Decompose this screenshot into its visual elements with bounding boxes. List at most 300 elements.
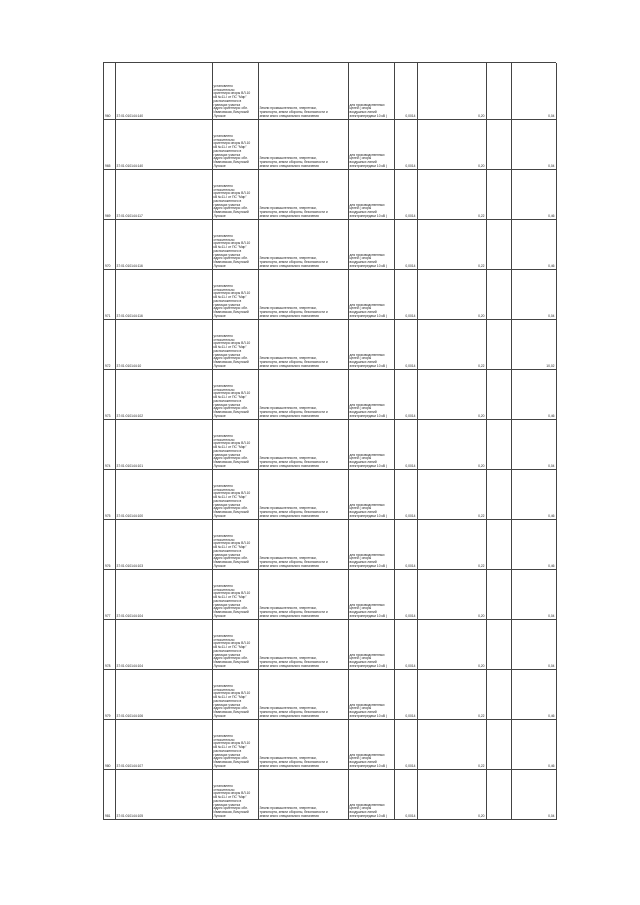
location-cell-line: расположенного в: [213, 698, 242, 703]
location-cell-line: кВ №11-I от ПС "Мир": [213, 145, 247, 149]
total-cell: 0,46: [511, 719, 556, 769]
row-number-cell: 974: [104, 419, 115, 469]
area-cell: 0,0014: [394, 419, 417, 469]
land-category-cell-line: Земли промышленности, энергетики,: [259, 656, 317, 661]
permitted-use-cell-line: для производственных: [349, 102, 385, 107]
total-cell: 0,04: [511, 119, 556, 169]
location-cell-line: расположенного в: [213, 248, 242, 253]
permitted-use-cell-line: для производственных: [349, 202, 385, 207]
area-cell: 0,0014: [394, 619, 417, 669]
permitted-use-cell-line: электропередачи 10 кВ ): [349, 613, 388, 618]
value-cell: 0,20: [417, 569, 486, 619]
permitted-use-cell-line: целей ( опоры: [349, 556, 372, 561]
total-cell: 0,46: [511, 169, 556, 219]
permitted-use-cell-line: электропередачи 10 кВ ): [349, 313, 388, 318]
table-row: [104, 219, 556, 269]
land-category-cell-line: транспорта, земли обороны, безопасности и: [259, 410, 328, 414]
location-cell-line: Лухское: [213, 463, 226, 468]
row-number-cell: 970: [104, 219, 115, 269]
area-cell: 0,0014: [394, 519, 417, 569]
location-cell-line: установлено: [213, 683, 233, 688]
location-cell-line: расположенного в: [213, 98, 242, 103]
location-cell: [212, 219, 258, 269]
permitted-use-cell-line: электропередачи 10 кВ ): [349, 413, 388, 418]
permitted-use-cell-line: электропередачи 10 кВ ): [349, 213, 388, 218]
location-cell-line: расположенного в: [213, 448, 242, 453]
cadastral-number-cell: 37:01:010144:100: [115, 469, 212, 519]
location-cell-line: границах участка: [213, 752, 241, 757]
location-cell-line: Ивановская, Вичугский: [213, 510, 249, 514]
location-cell-line: ориентира опоры ВЛ-10: [213, 191, 251, 196]
permitted-use-cell-line: для производственных: [349, 602, 385, 607]
location-cell-line: Лухское: [213, 213, 226, 218]
permitted-use-cell-line: воздушных линий: [349, 410, 377, 414]
land-category-cell-line: Земли промышленности, энергетики,: [259, 606, 317, 611]
table-row: [104, 369, 556, 419]
location-cell-line: кВ №11-I от ПС "Мир": [213, 345, 247, 349]
permitted-use-cell-line: воздушных линий: [349, 710, 377, 714]
location-cell-line: Ивановская, Вичугский: [213, 710, 249, 714]
permitted-use-cell-line: электропередачи 10 кВ ): [349, 363, 388, 368]
location-cell-line: Ивановская, Вичугский: [213, 310, 249, 314]
location-cell-line: границах участка: [213, 452, 241, 457]
land-category-cell: [258, 569, 348, 619]
table-row: [104, 119, 556, 169]
location-cell-line: Лухское: [213, 163, 226, 168]
cadastral-number-cell: 37:01:010144:107: [115, 719, 212, 769]
land-category-cell: [258, 319, 348, 369]
land-plots-table: [104, 63, 557, 820]
location-cell-line: Лухское: [213, 313, 226, 318]
row-number-cell: 976: [104, 519, 115, 569]
empty-cell: [486, 319, 511, 369]
location-cell-line: установлено: [213, 783, 233, 788]
location-cell-line: границах участка: [213, 252, 241, 257]
permitted-use-cell: [348, 269, 394, 319]
location-cell-line: расположенного в: [213, 748, 242, 753]
land-category-cell: [258, 619, 348, 669]
location-cell-line: установлено: [213, 333, 233, 338]
location-cell-line: Лухское: [213, 613, 226, 618]
land-category-cell-line: транспорта, земли обороны, безопасности и: [259, 360, 328, 364]
location-cell-line: Лухское: [213, 813, 226, 818]
location-cell-line: Лухское: [213, 513, 226, 518]
total-cell: 10,02: [511, 319, 556, 369]
permitted-use-cell: [348, 519, 394, 569]
empty-cell: [486, 769, 511, 819]
permitted-use-cell-line: воздушных линий: [349, 760, 377, 764]
location-cell-line: Лухское: [213, 263, 226, 268]
area-cell: 0,0014: [394, 269, 417, 319]
area-cell: 0,0014: [394, 63, 417, 119]
permitted-use-cell: [348, 669, 394, 719]
value-cell: 0,20: [417, 63, 486, 119]
permitted-use-cell-line: целей ( опоры: [349, 106, 372, 111]
permitted-use-cell-line: воздушных линий: [349, 260, 377, 264]
permitted-use-cell-line: целей ( опоры: [349, 756, 372, 761]
area-cell: 0,0014: [394, 369, 417, 419]
total-cell: 0,46: [511, 369, 556, 419]
location-cell-line: ориентира опоры ВЛ-10: [213, 641, 251, 646]
value-cell: 0,22: [417, 219, 486, 269]
location-cell-line: ориентира опоры ВЛ-10: [213, 91, 251, 96]
location-cell-line: ориентира опоры ВЛ-10: [213, 741, 251, 746]
value-cell: 0,20: [417, 369, 486, 419]
location-cell-line: границах участка: [213, 652, 241, 657]
location-cell-line: Лухское: [213, 563, 226, 568]
location-cell-line: относительно: [213, 537, 235, 542]
location-cell-line: расположенного в: [213, 548, 242, 553]
land-category-cell-line: земли иного специального назначения: [259, 513, 319, 518]
location-cell-line: границах участка: [213, 552, 241, 557]
land-category-cell-line: транспорта, земли обороны, безопасности и: [259, 560, 328, 564]
permitted-use-cell-line: для производственных: [349, 402, 385, 407]
land-category-cell-line: транспорта, земли обороны, безопасности и: [259, 510, 328, 514]
land-category-cell-line: Земли промышленности, энергетики,: [259, 306, 317, 311]
location-cell-line: Ивановская, Вичугский: [213, 160, 249, 164]
location-cell-line: расположенного в: [213, 498, 242, 503]
permitted-use-cell-line: электропередачи 10 кВ ): [349, 113, 388, 118]
cadastral-number-cell: 37:01:010144:10: [115, 319, 212, 369]
permitted-use-cell-line: целей ( опоры: [349, 406, 372, 411]
location-cell-line: границах участка: [213, 702, 241, 707]
location-cell-line: Ивановская, Вичугский: [213, 760, 249, 764]
location-cell-line: границах участка: [213, 152, 241, 157]
total-cell: 0,46: [511, 519, 556, 569]
location-cell-line: ориентира опоры ВЛ-10: [213, 791, 251, 796]
permitted-use-cell: [348, 719, 394, 769]
empty-cell: [486, 669, 511, 719]
location-cell-line: адрес ориентира: обл.: [213, 256, 248, 261]
location-cell-line: ориентира опоры ВЛ-10: [213, 141, 251, 146]
cadastral-number-cell: 37:01:010144:102: [115, 369, 212, 419]
table-row: [104, 63, 556, 119]
location-cell: [212, 419, 258, 469]
location-cell-line: кВ №11-I от ПС "Мир": [213, 95, 247, 99]
empty-cell: [486, 269, 511, 319]
permitted-use-cell: [348, 469, 394, 519]
location-cell-line: установлено: [213, 633, 233, 638]
empty-cell: [486, 619, 511, 669]
location-cell: [212, 619, 258, 669]
land-category-cell-line: Земли промышленности, энергетики,: [259, 406, 317, 411]
location-cell-line: границах участка: [213, 202, 241, 207]
land-category-cell-line: земли иного специального назначения: [259, 313, 319, 318]
permitted-use-cell-line: целей ( опоры: [349, 206, 372, 211]
area-cell: 0,0014: [394, 769, 417, 819]
location-cell: [212, 519, 258, 569]
location-cell-line: установлено: [213, 83, 233, 88]
value-cell: 0,22: [417, 169, 486, 219]
cadastral-number-cell: 37:01:010144:116: [115, 219, 212, 269]
permitted-use-cell-line: электропередачи 10 кВ ): [349, 563, 388, 568]
land-category-cell-line: Земли промышленности, энергетики,: [259, 706, 317, 711]
location-cell: [212, 769, 258, 819]
location-cell: [212, 369, 258, 419]
permitted-use-cell: [348, 569, 394, 619]
location-cell-line: Ивановская, Вичугский: [213, 210, 249, 214]
permitted-use-cell-line: для производственных: [349, 802, 385, 807]
location-cell-line: адрес ориентира: обл.: [213, 706, 248, 711]
cadastral-number-cell: 37:01:010144:103: [115, 519, 212, 569]
total-cell: 0,46: [511, 669, 556, 719]
location-cell-line: расположенного в: [213, 148, 242, 153]
land-category-cell-line: земли иного специального назначения: [259, 213, 319, 218]
permitted-use-cell-line: целей ( опоры: [349, 156, 372, 161]
value-cell: 0,22: [417, 469, 486, 519]
row-number-cell: 980: [104, 719, 115, 769]
table-row: [104, 669, 556, 719]
location-cell-line: Ивановская, Вичугский: [213, 360, 249, 364]
land-category-cell-line: Земли промышленности, энергетики,: [259, 506, 317, 511]
location-cell-line: кВ №11-I от ПС "Мир": [213, 695, 247, 699]
permitted-use-cell-line: электропередачи 10 кВ ): [349, 163, 388, 168]
empty-cell: [486, 119, 511, 169]
location-cell-line: относительно: [213, 587, 235, 592]
location-cell: [212, 63, 258, 119]
area-cell: 0,0014: [394, 219, 417, 269]
location-cell-line: ориентира опоры ВЛ-10: [213, 491, 251, 496]
area-cell: 0,0014: [394, 119, 417, 169]
permitted-use-cell-line: целей ( опоры: [349, 606, 372, 611]
total-cell: 0,04: [511, 569, 556, 619]
location-cell-line: Лухское: [213, 763, 226, 768]
land-category-cell: [258, 169, 348, 219]
location-cell-line: ориентира опоры ВЛ-10: [213, 441, 251, 446]
row-number-cell: 971: [104, 269, 115, 319]
location-cell-line: адрес ориентира: обл.: [213, 306, 248, 311]
land-category-cell-line: Земли промышленности, энергетики,: [259, 806, 317, 811]
cadastral-number-cell: 37:01:010144:116: [115, 269, 212, 319]
location-cell-line: кВ №11-I от ПС "Мир": [213, 295, 247, 299]
location-cell-line: кВ №11-I от ПС "Мир": [213, 495, 247, 499]
location-cell-line: относительно: [213, 137, 235, 142]
location-cell-line: границах участка: [213, 402, 241, 407]
location-cell-line: кВ №11-I от ПС "Мир": [213, 395, 247, 399]
location-cell-line: Лухское: [213, 363, 226, 368]
location-cell-line: расположенного в: [213, 798, 242, 803]
permitted-use-cell-line: для производственных: [349, 652, 385, 657]
permitted-use-cell-line: для производственных: [349, 152, 385, 157]
value-cell: 0,20: [417, 119, 486, 169]
permitted-use-cell-line: электропередачи 10 кВ ): [349, 813, 388, 818]
cadastral-number-cell: 37:01:010144:101: [115, 419, 212, 469]
location-cell: [212, 269, 258, 319]
total-cell: 0,46: [511, 469, 556, 519]
land-category-cell-line: земли иного специального назначения: [259, 463, 319, 468]
value-cell: 0,20: [417, 419, 486, 469]
location-cell: [212, 319, 258, 369]
permitted-use-cell-line: электропередачи 10 кВ ): [349, 763, 388, 768]
location-cell-line: Ивановская, Вичугский: [213, 610, 249, 614]
land-category-cell-line: земли иного специального назначения: [259, 813, 319, 818]
empty-cell: [486, 519, 511, 569]
permitted-use-cell-line: электропередачи 10 кВ ): [349, 713, 388, 718]
location-cell-line: Ивановская, Вичугский: [213, 410, 249, 414]
row-number-cell: 973: [104, 369, 115, 419]
location-cell-line: установлено: [213, 733, 233, 738]
land-category-cell-line: земли иного специального назначения: [259, 413, 319, 418]
total-cell: 0,04: [511, 769, 556, 819]
cadastral-number-cell: 37:01:010144:106: [115, 669, 212, 719]
permitted-use-cell-line: электропередачи 10 кВ ): [349, 663, 388, 668]
empty-cell: [486, 169, 511, 219]
location-cell-line: кВ №11-I от ПС "Мир": [213, 195, 247, 199]
land-category-cell-line: земли иного специального назначения: [259, 663, 319, 668]
location-cell-line: относительно: [213, 487, 235, 492]
permitted-use-cell-line: воздушных линий: [349, 460, 377, 464]
document-table-sheet: [103, 62, 556, 820]
land-category-cell: [258, 269, 348, 319]
land-category-cell-line: транспорта, земли обороны, безопасности и: [259, 310, 328, 314]
land-category-cell-line: транспорта, земли обороны, безопасности и: [259, 660, 328, 664]
permitted-use-cell-line: целей ( опоры: [349, 506, 372, 511]
land-category-cell-line: Земли промышленности, энергетики,: [259, 456, 317, 461]
location-cell-line: кВ №11-I от ПС "Мир": [213, 545, 247, 549]
location-cell-line: Ивановская, Вичугский: [213, 110, 249, 114]
land-category-cell: [258, 469, 348, 519]
land-category-cell-line: транспорта, земли обороны, безопасности и: [259, 110, 328, 114]
permitted-use-cell-line: воздушных линий: [349, 510, 377, 514]
permitted-use-cell: [348, 219, 394, 269]
land-category-cell-line: транспорта, земли обороны, безопасности и: [259, 810, 328, 814]
location-cell-line: ориентира опоры ВЛ-10: [213, 391, 251, 396]
location-cell-line: адрес ориентира: обл.: [213, 206, 248, 211]
total-cell: 0,04: [511, 269, 556, 319]
land-category-cell: [258, 719, 348, 769]
cadastral-number-cell: 37:01:010144:140: [115, 63, 212, 119]
row-number-cell: 979: [104, 669, 115, 719]
location-cell-line: Ивановская, Вичугский: [213, 810, 249, 814]
location-cell-line: установлено: [213, 133, 233, 138]
empty-cell: [486, 569, 511, 619]
location-cell-line: Лухское: [213, 413, 226, 418]
permitted-use-cell: [348, 369, 394, 419]
table-body: [104, 63, 556, 819]
table-row: [104, 269, 556, 319]
location-cell-line: ориентира опоры ВЛ-10: [213, 541, 251, 546]
land-category-cell: [258, 219, 348, 269]
location-cell-line: ориентира опоры ВЛ-10: [213, 241, 251, 246]
location-cell-line: Лухское: [213, 663, 226, 668]
location-cell-line: расположенного в: [213, 198, 242, 203]
location-cell: [212, 169, 258, 219]
location-cell: [212, 719, 258, 769]
empty-cell: [486, 219, 511, 269]
land-category-cell-line: земли иного специального назначения: [259, 763, 319, 768]
permitted-use-cell-line: для производственных: [349, 702, 385, 707]
location-cell-line: установлено: [213, 183, 233, 188]
permitted-use-cell-line: для производственных: [349, 352, 385, 357]
table-row: [104, 519, 556, 569]
location-cell-line: расположенного в: [213, 298, 242, 303]
total-cell: 0,04: [511, 63, 556, 119]
location-cell-line: относительно: [213, 437, 235, 442]
location-cell-line: кВ №11-I от ПС "Мир": [213, 245, 247, 249]
land-category-cell: [258, 519, 348, 569]
location-cell-line: Ивановская, Вичугский: [213, 260, 249, 264]
value-cell: 0,22: [417, 669, 486, 719]
land-category-cell-line: Земли промышленности, энергетики,: [259, 156, 317, 161]
row-number-cell: 965: [104, 119, 115, 169]
permitted-use-cell-line: воздушных линий: [349, 560, 377, 564]
value-cell: 0,20: [417, 619, 486, 669]
permitted-use-cell: [348, 319, 394, 369]
permitted-use-cell-line: для производственных: [349, 452, 385, 457]
empty-cell: [486, 369, 511, 419]
land-category-cell-line: Земли промышленности, энергетики,: [259, 106, 317, 111]
total-cell: 0,04: [511, 619, 556, 669]
location-cell-line: установлено: [213, 533, 233, 538]
permitted-use-cell-line: целей ( опоры: [349, 806, 372, 811]
permitted-use-cell-line: электропередачи 10 кВ ): [349, 263, 388, 268]
row-number-cell: 969: [104, 169, 115, 219]
location-cell-line: Лухское: [213, 713, 226, 718]
location-cell-line: кВ №11-I от ПС "Мир": [213, 595, 247, 599]
value-cell: 0,22: [417, 719, 486, 769]
land-category-cell-line: земли иного специального назначения: [259, 713, 319, 718]
location-cell-line: кВ №11-I от ПС "Мир": [213, 795, 247, 799]
land-category-cell: [258, 669, 348, 719]
location-cell-line: установлено: [213, 483, 233, 488]
empty-cell: [486, 719, 511, 769]
location-cell-line: адрес ориентира: обл.: [213, 506, 248, 511]
location-cell-line: расположенного в: [213, 398, 242, 403]
permitted-use-cell-line: для производственных: [349, 252, 385, 257]
land-category-cell-line: земли иного специального назначения: [259, 163, 319, 168]
location-cell-line: относительно: [213, 337, 235, 342]
row-number-cell: 978: [104, 619, 115, 669]
cadastral-number-cell: 37:01:010144:104: [115, 569, 212, 619]
row-number-cell: 975: [104, 469, 115, 519]
table-row: [104, 719, 556, 769]
location-cell-line: относительно: [213, 637, 235, 642]
location-cell-line: Ивановская, Вичугский: [213, 460, 249, 464]
permitted-use-cell: [348, 169, 394, 219]
permitted-use-cell-line: целей ( опоры: [349, 656, 372, 661]
location-cell-line: адрес ориентира: обл.: [213, 656, 248, 661]
location-cell-line: относительно: [213, 737, 235, 742]
location-cell-line: расположенного в: [213, 598, 242, 603]
value-cell: 0,22: [417, 519, 486, 569]
cadastral-number-cell: 37:01:010144:140: [115, 119, 212, 169]
location-cell-line: относительно: [213, 87, 235, 92]
table-row: [104, 319, 556, 369]
permitted-use-cell: [348, 769, 394, 819]
permitted-use-cell: [348, 119, 394, 169]
table-row: [104, 419, 556, 469]
location-cell-line: кВ №11-I от ПС "Мир": [213, 445, 247, 449]
permitted-use-cell-line: целей ( опоры: [349, 706, 372, 711]
land-category-cell-line: земли иного специального назначения: [259, 613, 319, 618]
location-cell-line: установлено: [213, 283, 233, 288]
location-cell-line: установлено: [213, 583, 233, 588]
row-number-cell: 960: [104, 63, 115, 119]
location-cell-line: относительно: [213, 187, 235, 192]
location-cell-line: относительно: [213, 687, 235, 692]
location-cell-line: расположенного в: [213, 648, 242, 653]
permitted-use-cell-line: целей ( опоры: [349, 356, 372, 361]
permitted-use-cell-line: электропередачи 10 кВ ): [349, 463, 388, 468]
location-cell-line: адрес ориентира: обл.: [213, 156, 248, 161]
location-cell-line: установлено: [213, 233, 233, 238]
land-category-cell-line: транспорта, земли обороны, безопасности и: [259, 460, 328, 464]
value-cell: 0,20: [417, 769, 486, 819]
area-cell: 0,0014: [394, 319, 417, 369]
total-cell: 0,46: [511, 219, 556, 269]
permitted-use-cell-line: для производственных: [349, 552, 385, 557]
permitted-use-cell-line: воздушных линий: [349, 660, 377, 664]
